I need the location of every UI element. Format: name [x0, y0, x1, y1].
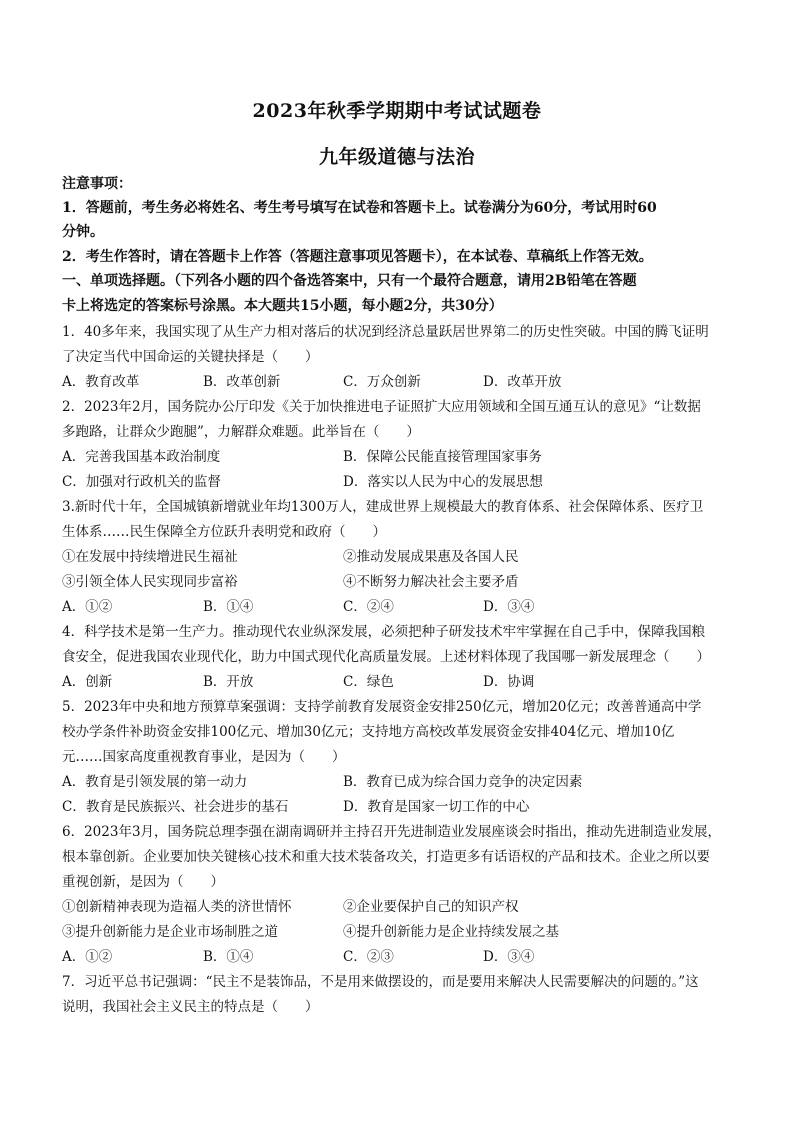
q1-stem-line-1: 1．40多年来，我国实现了从生产力相对落后的状况到经济总量跃居世界第二的历史性突破。中国的腾飞证明 — [62, 324, 709, 340]
q2-option-d: D．落实以人民为中心的发展思想 — [343, 474, 543, 490]
section-1-instructions-line-2: 卡上将选定的答案标号涂黑。本大题共15小题，每小题2分，共30分） — [62, 298, 503, 314]
q6-option-a: A．①② — [62, 949, 113, 965]
q6-option-d: D．③④ — [483, 949, 535, 965]
q5-stem-line-1: 5．2023年中央和地方预算草案强调：支持学前教育发展资金安排250亿元，增加20亿元；改善普通高中学 — [62, 699, 702, 715]
q6-stem-line-2: 根本靠创新。企业要加快关键核心技术和重大技术装备攻关，打造更多有话语权的产品和技术。企业之所以要 — [62, 849, 710, 865]
q3-option-c: C．②④ — [343, 599, 394, 615]
q1-option-b: B．改革创新 — [203, 374, 281, 390]
q3-stem-line-1: 3.新时代十年，全国城镇新增就业年均1300万人，建成世界上规模最大的教育体系、社会保障体系、医疗卫 — [62, 499, 704, 515]
q6-statement-4: ④提升创新能力是企业持续发展之基 — [343, 924, 559, 940]
q1-option-c: C．万众创新 — [343, 374, 421, 390]
q5-stem-line-3: 元……国家高度重视教育事业，是因为（ ） — [62, 749, 346, 765]
note-1-line-1: 1．答题前，考生务必将姓名、考生考号填写在试卷和答题卡上。试卷满分为60分，考试用时60 — [62, 200, 657, 216]
q4-stem-line-2: 食安全，促进我国农业现代化，助力中国式现代化高质量发展。上述材料体现了我国哪一新发展理念（ ） — [62, 649, 710, 665]
q6-option-c: C．②③ — [343, 949, 394, 965]
note-2: 2．考生作答时，请在答题卡上作答（答题注意事项见答题卡），在本试卷、草稿纸上作答无效。 — [62, 249, 653, 265]
q2-stem-line-1: 2．2023年2月，国务院办公厅印发《关于加快推进电子证照扩大应用领域和全国互通互认的意见》“让数据 — [62, 399, 701, 415]
q2-option-c: C．加强对行政机关的监督 — [62, 474, 221, 490]
q2-option-a: A．完善我国基本政治制度 — [62, 449, 221, 465]
q3-option-b: B．①④ — [203, 599, 254, 615]
q3-option-a: A．①② — [62, 599, 113, 615]
q3-statement-4: ④不断努力解决社会主要矛盾 — [343, 574, 519, 590]
q5-stem-line-2: 校办学条件补助资金安排100亿元、增加30亿元；支持地方高校改革发展资金安排404亿元、增加10亿 — [62, 724, 675, 740]
exam-subject: 九年级道德与法治 — [318, 146, 475, 168]
notes-heading: 注意事项： — [62, 176, 132, 192]
q3-option-d: D．③④ — [483, 599, 535, 615]
exam-title: 2023年秋季学期期中考试试题卷 — [252, 100, 542, 122]
q2-stem-line-2: 多跑路，让群众少跑腿”，力解群众难题。此举旨在（ ） — [62, 424, 420, 440]
q3-statement-2: ②推动发展成果惠及各国人民 — [343, 549, 519, 565]
q1-option-d: D．改革开放 — [483, 374, 562, 390]
q6-statement-3: ③提升创新能力是企业市场制胜之道 — [62, 924, 278, 940]
q1-option-a: A．教育改革 — [62, 374, 140, 390]
q4-stem-line-1: 4．科学技术是第一生产力。推动现代农业纵深发展，必须把种子研发技术牢牢掌握在自己手中，保障我国粮 — [62, 624, 706, 640]
q4-option-b: B．开放 — [203, 674, 254, 690]
q2-option-b: B．保障公民能直接管理国家事务 — [343, 449, 542, 465]
q7-stem-line-2: 说明，我国社会主义民主的特点是（ ） — [62, 999, 319, 1015]
q3-statement-1: ①在发展中持续增进民生福祉 — [62, 549, 238, 565]
section-1-instructions-line-1: 一、单项选择题。（下列各小题的四个备选答案中，只有一个最符合题意，请用2B铅笔在答题 — [62, 273, 637, 289]
q4-option-a: A．创新 — [62, 674, 113, 690]
q6-stem-line-3: 重视创新，是因为（ ） — [62, 874, 224, 890]
q4-option-d: D．协调 — [483, 674, 535, 690]
q7-stem-line-1: 7．习近平总书记强调：“民主不是装饰品，不是用来做摆设的，而是要用来解决人民需要解决的问题的。”这 — [62, 974, 699, 990]
q6-statement-2: ②企业要保护自己的知识产权 — [343, 899, 519, 915]
q4-option-c: C．绿色 — [343, 674, 394, 690]
q6-option-b: B．①④ — [203, 949, 254, 965]
q1-stem-line-2: 了决定当代中国命运的关键抉择是（ ） — [62, 349, 319, 365]
q5-option-c: C．教育是民族振兴、社会进步的基石 — [62, 799, 289, 815]
q6-statement-1: ①创新精神表现为造福人类的济世情怀 — [62, 899, 292, 915]
q5-option-b: B．教育已成为综合国力竞争的决定因素 — [343, 774, 583, 790]
q3-statement-3: ③引领全体人民实现同步富裕 — [62, 574, 238, 590]
q5-option-a: A．教育是引领发展的第一动力 — [62, 774, 248, 790]
note-1-line-2: 分钟。 — [62, 224, 104, 240]
q3-stem-line-2: 生体系……民生保障全方位跃升表明党和政府（ ） — [62, 524, 386, 540]
q5-option-d: D．教育是国家一切工作的中心 — [343, 799, 530, 815]
q6-stem-line-1: 6．2023年3月，国务院总理李强在湖南调研并主持召开先进制造业发展座谈会时指出，推动先进制造业发展， — [62, 824, 722, 840]
